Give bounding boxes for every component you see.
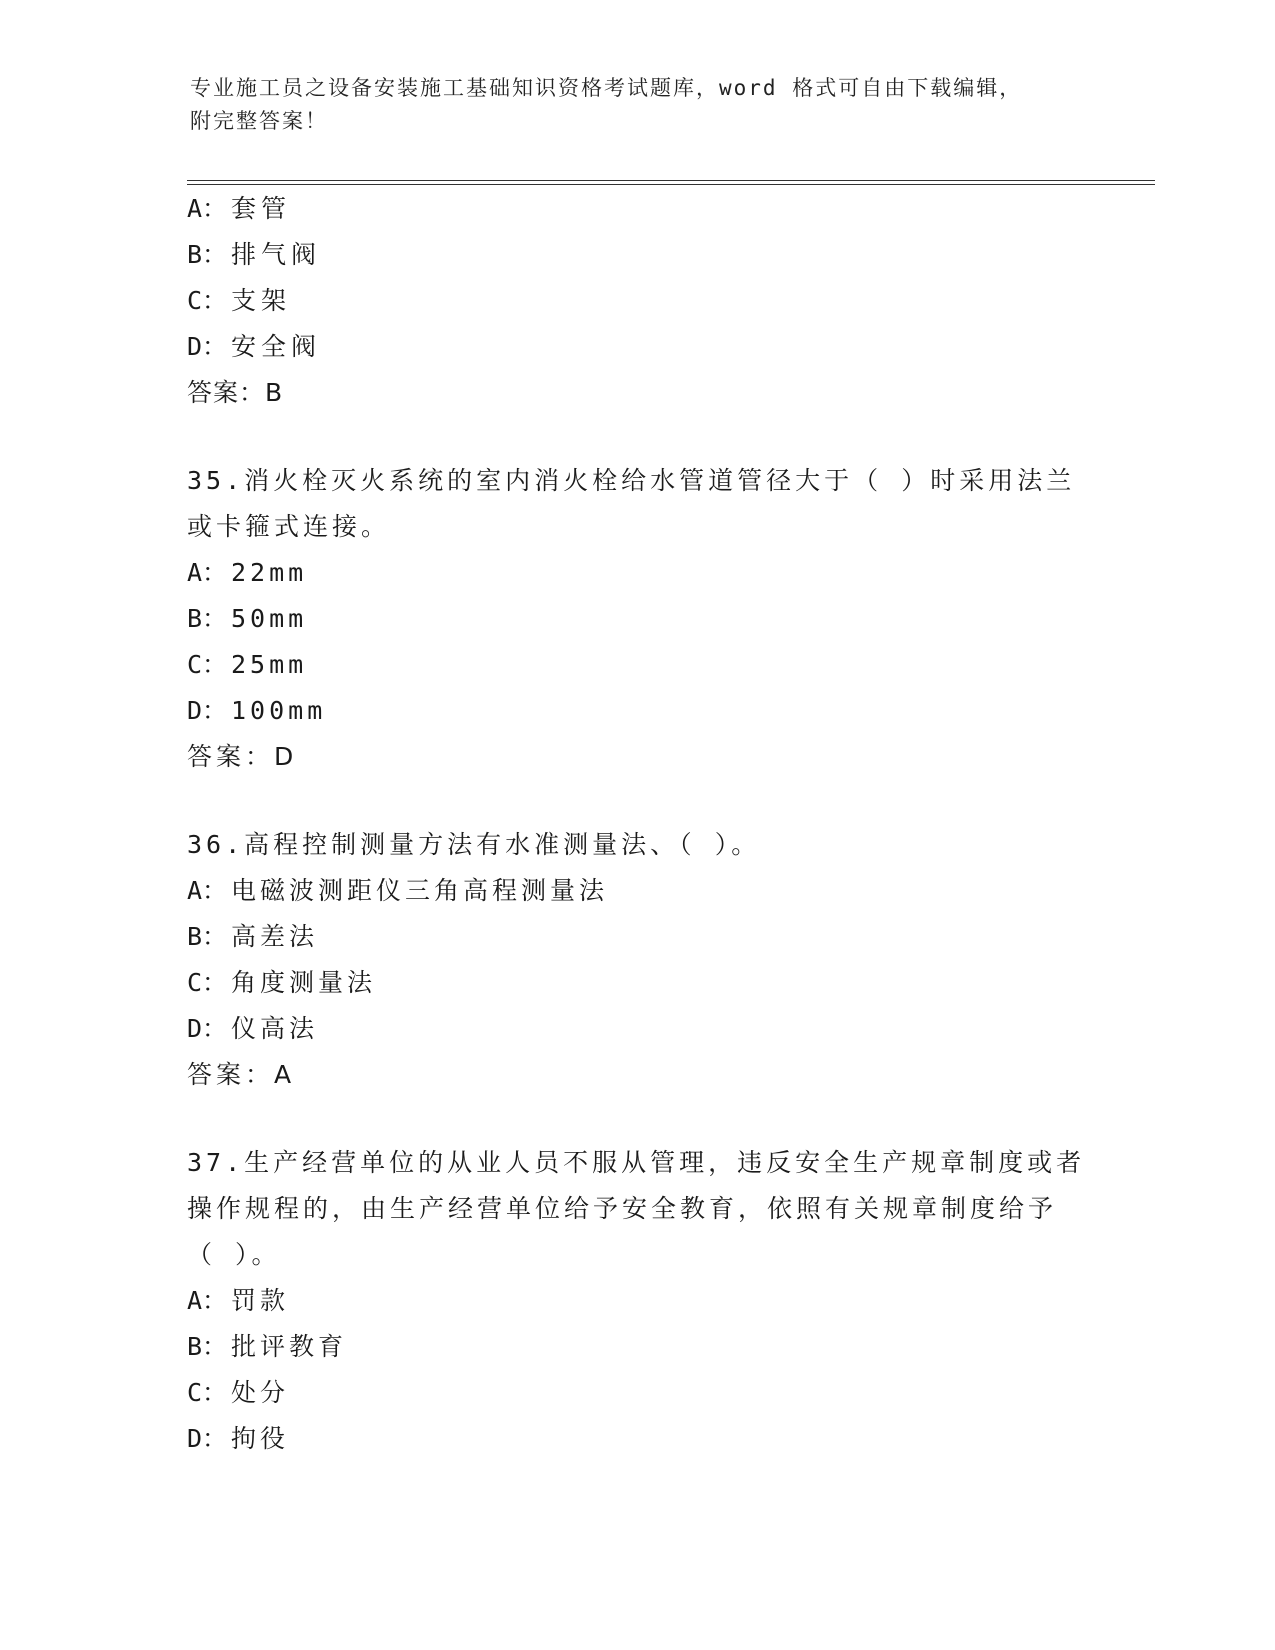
question-block-36 [187, 822, 1087, 1098]
header-line-2: 附完整答案！ [190, 109, 328, 133]
option-c: C： 角度测量法 [187, 968, 377, 997]
question-text-line: 36.高程控制测量方法有水准测量法、（ ）。 [187, 830, 761, 859]
option-b: B： 高差法 [187, 922, 319, 951]
question-block-34 [187, 186, 1087, 416]
option-c: C： 处分 [187, 1378, 290, 1407]
question-text-line: 37.生产经营单位的从业人员不服从管理，违反安全生产规章制度或者 [187, 1148, 1086, 1177]
option-a: A： 电磁波测距仪三角高程测量法 [187, 876, 609, 905]
option-d: D： 100mm [187, 696, 327, 725]
question-text-line: 操作规程的，由生产经营单位给予安全教育，依照有关规章制度给予 [187, 1194, 1058, 1223]
option-d: D： 拘役 [187, 1424, 290, 1453]
option-b: B： 50mm [187, 604, 308, 633]
answer-line: 答案：D [187, 742, 298, 771]
option-a: A： 罚款 [187, 1286, 290, 1315]
option-c: C： 支架 [187, 286, 292, 315]
question-text-line: （ ）。 [187, 1240, 281, 1269]
question-block-37 [187, 1140, 1087, 1462]
option-c: C： 25mm [187, 650, 308, 679]
question-text-line: 或卡箍式连接。 [187, 512, 391, 541]
question-list [187, 186, 1087, 1462]
header-divider [187, 180, 1155, 185]
option-b: B： 排气阀 [187, 240, 322, 269]
answer-line: 答案：B [187, 378, 284, 407]
answer-line: 答案：A [187, 1060, 296, 1089]
document-header [190, 72, 1090, 138]
header-line-1: 专业施工员之设备安装施工基础知识资格考试题库，word 格式可自由下载编辑， [190, 76, 1023, 100]
option-b: B： 批评教育 [187, 1332, 348, 1361]
option-a: A： 套管 [187, 194, 292, 223]
option-d: D： 仪高法 [187, 1014, 319, 1043]
question-text-line: 35.消火栓灭火系统的室内消火栓给水管道管径大于（ ）时采用法兰 [187, 466, 1076, 495]
option-a: A： 22mm [187, 558, 308, 587]
question-block-35 [187, 458, 1087, 780]
option-d: D： 安全阀 [187, 332, 322, 361]
